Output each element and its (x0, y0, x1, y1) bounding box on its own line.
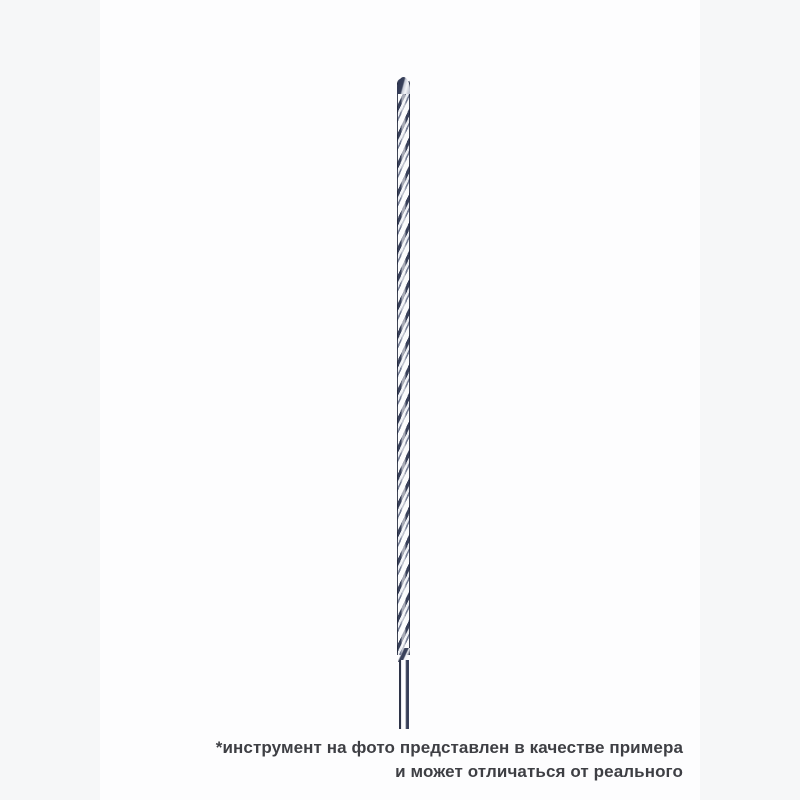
right-margin-band (700, 0, 800, 800)
disclaimer-line-2: и может отличаться от реального (395, 762, 683, 781)
disclaimer-line-1: *инструмент на фото представлен в качестве примера (215, 738, 683, 757)
product-photo-area (100, 0, 700, 800)
disclaimer-text (216, 736, 683, 784)
product-photo-drill-bit (397, 78, 410, 729)
drill-shank (399, 660, 409, 729)
drill-flutes (397, 78, 410, 655)
left-margin-band (0, 0, 100, 800)
